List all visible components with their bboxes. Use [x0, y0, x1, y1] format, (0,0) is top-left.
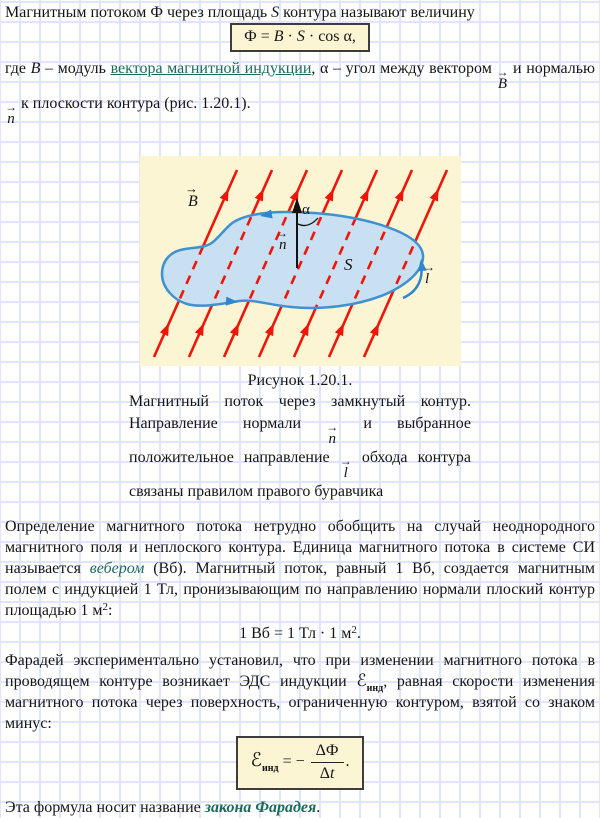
vector-arrow-icon: →: [422, 260, 435, 274]
magnetic-induction-link[interactable]: вектора магнитной индукции: [110, 60, 312, 77]
var-s: S: [296, 28, 305, 45]
closing-paragraph: [5, 798, 595, 818]
unit-formula-text: 1 Вб = 1 Тл · 1 м: [239, 625, 352, 642]
vector-b-letter: B: [497, 76, 508, 92]
fraction-numerator: ΔФ: [311, 742, 344, 763]
formula-period: .: [345, 753, 350, 771]
vector-b: [496, 65, 509, 92]
faraday-law-term: закона Фарадея: [204, 799, 317, 816]
where-text-1: где: [5, 60, 31, 77]
superscript-2: 2: [102, 601, 108, 613]
var-b: B: [273, 28, 284, 45]
caption-text-2: и выбранное положительное направление: [129, 415, 472, 466]
intro-paragraph: [5, 3, 595, 23]
where-text-4: и нормалью: [508, 60, 595, 77]
flux-formula-box: [230, 23, 370, 52]
label-alpha: α: [301, 202, 310, 218]
dot-sep: ·: [304, 28, 319, 45]
faraday-text-2: , равная скорости изменения магнитного потока через поверхность, ограниченную контуром, взятой со знаком минус:: [5, 673, 595, 732]
superscript-2: 2: [351, 624, 357, 636]
vector-arrow-icon: →: [339, 454, 352, 468]
flux-formula-lhs: Ф =: [244, 28, 274, 45]
var-b: B: [30, 60, 41, 77]
figure-caption-title: Рисунок 1.20.1.: [247, 372, 353, 389]
vector-arrow-icon: →: [326, 420, 339, 434]
unit-formula-period: .: [356, 625, 361, 642]
dot-sep: ·: [283, 28, 297, 45]
label-s: S: [343, 255, 352, 274]
var-t: t: [330, 765, 335, 782]
faraday-text-1: Фарадей экспериментально установил, что при изменении магнитного потока в проводящем контуре возникает ЭДС индукции: [5, 652, 595, 690]
vector-n-letter: n: [328, 431, 336, 447]
label-b-vector: B: [187, 193, 198, 210]
emf-symbol: ℰ: [250, 749, 262, 772]
closing-period: .: [316, 799, 321, 816]
vector-arrow-icon: →: [496, 65, 509, 79]
intro-text-1: Магнитным потоком Ф через площадь: [5, 4, 272, 21]
intro-text-2: контура называют величину: [279, 4, 475, 21]
caption-text-3: обхода контура связаны правилом правого буравчика: [129, 449, 472, 500]
fraction: [311, 742, 344, 783]
vector-arrow-icon: →: [184, 181, 198, 196]
emf-symbol: ℰ: [356, 671, 367, 691]
vector-l: [339, 454, 352, 481]
figure-canvas: [140, 156, 461, 366]
weber-term: вебером: [89, 560, 145, 577]
where-paragraph: [5, 57, 595, 127]
unit-formula: [5, 624, 595, 644]
var-s: S: [271, 4, 280, 21]
emf-formula-row: [5, 736, 595, 790]
label-l-vector: l: [424, 271, 429, 287]
flux-formula-rhs: cos α,: [318, 28, 356, 45]
definition-text-2: (Вб). Магнитный поток, равный 1 Вб, создается магнитным полем с индукцией 1 Тл, пронизывающим по направлению нормали плоский контур площадью 1 м: [5, 560, 595, 619]
definition-text-3: :: [107, 602, 113, 619]
definition-text-1: Определение магнитного потока нетрудно обобщить на случай неоднородного магнитного поля и неплоского контура. Единица магнитного потока в системе СИ называется: [5, 518, 595, 577]
vector-n: [5, 100, 17, 127]
vector-l-letter: l: [343, 465, 348, 481]
figure-caption: [129, 391, 471, 503]
emf-formula-box: [236, 736, 363, 790]
definition-paragraph: [5, 516, 595, 621]
vector-n-letter: n: [7, 111, 15, 127]
flux-formula-row: [5, 23, 595, 52]
where-text-2: – модуль: [40, 60, 111, 77]
delta: Δ: [319, 765, 330, 782]
vector-n: [326, 420, 339, 447]
vector-arrow-icon: →: [275, 226, 288, 240]
closing-text-1: Эта формула носит название: [5, 799, 205, 816]
figure-1-20-1: [140, 156, 461, 366]
equals-minus: = −: [278, 753, 309, 771]
label-n-vector: n: [278, 237, 286, 253]
faraday-paragraph: [5, 650, 595, 734]
where-text-3: , α – угол между вектором: [311, 60, 497, 77]
emf-subscript: инд: [366, 683, 384, 694]
fraction-denominator: [311, 763, 344, 783]
vector-arrow-icon: →: [5, 100, 17, 114]
where-text-5: к плоскости контура (рис. 1.20.1).: [17, 95, 251, 112]
emf-subscript: инд: [261, 763, 279, 775]
caption-text-1: Магнитный поток через замкнутый контур. Направление нормали: [129, 393, 471, 432]
